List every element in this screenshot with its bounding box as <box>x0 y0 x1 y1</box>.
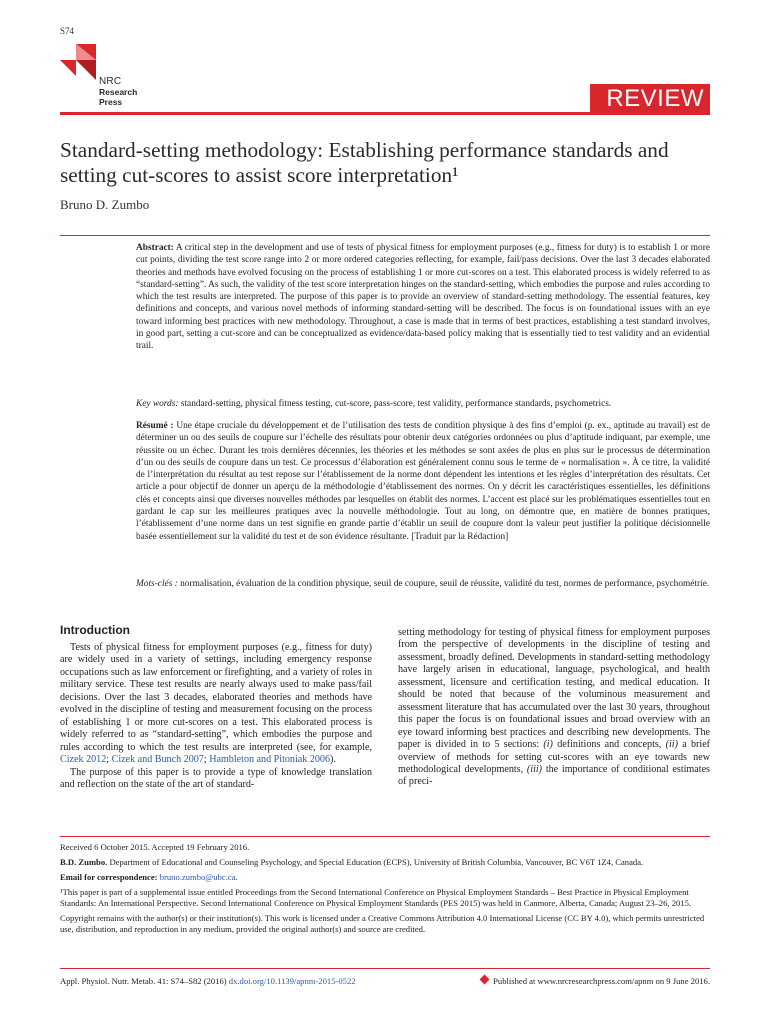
correspondence-email-link[interactable]: bruno.zumbo@ubc.ca <box>159 872 236 882</box>
resume-text: Une étape cruciale du développement et de l’utilisation des tests de condition physique à des fins d’emploi (p. ex., aptitude au travail) est de déterminer un ou des seuils de coupure sur l’échelle des résultats pour obtenir deux catégories ordonnées ou plus d’aptitude indiquant, par exemple, une réussite ou un échec. Durant les trois dernières décennies, les théories et les méthodes se sont axées de plus en plus sur le processus de détermination d’un ou des seuils de coupure dans un test. Ce processus d’élaboration est généralement connu sous le terme de « normalisation ». À ce titre, la validité de l’interprétation du résultat au test repose sur l’établissement de la norme dont dépendent les intentions et les règles d’interprétation des résultats. Cet article a pour objectif de donner un aperçu de la méthodologie d’établissement des normes. On y décrit les caractéristiques essentielles, les définitions clés et concepts ainsi que diverses nouvelles méthodes par lesquelles on établit des normes. L’accent est placé sur les problématiques essentielles tout en gardant le cap sur les meilleures pratiques avec la nouvelle méthodologie. Tout au long, on démontre que, en matière de bonnes pratiques, l’établissement d’une norme dans un test signifie en grande partie d’établir un seuil de coupure dont la valeur peut justifier la politique décisionnelle basée essentiellement sur la validité du test et de son évidence résultante. [Traduit par la Rédaction] <box>136 421 710 542</box>
article-author: Bruno D. Zumbo <box>60 197 150 212</box>
abstract-text: A critical step in the development and use of tests of physical fitness for employment purposes (e.g., fitness for duty) is to establish 1 or more cut points, dividing the test score range into 2 or more ordered categories reflecting, for example, fail/pass decisions. Over the last 3 decades elaborated theories and methods have evolved focusing on the process of establishing 1 or more cut-scores on a test. This elaborated process is widely referred to as “standard-setting”. As such, the validity of the test score interpretation hinges on the standard-setting, which embodies the purpose and rules according to which the test results are interpreted. The purpose of this paper is to provide an overview of standard-setting methodology. The essential features, key definitions and concepts, and various novel methods of informing standard-setting will be described. The focus is on foundational issues with an eye toward informing best practices with new methodology. Throughout, a case is made that in terms of best practices, establishing a test standard involves, in good part, setting a cut-score and can be conceptualized as evidence/data-based policy making that is essentially tied to test validity and an evidential trail. <box>136 243 710 352</box>
resume-label: Résumé : <box>136 421 174 431</box>
title-divider <box>60 235 710 236</box>
copyright-notice: Copyright remains with the author(s) or their institution(s). This work is licensed under a Creative Commons Attribution 4.0 International License (CC BY 4.0), which permits unrestricted use, distribution, and reproduction in any medium, provided the original author(s) and source are credited. <box>60 913 705 934</box>
nrc-logo-icon <box>60 44 100 84</box>
article-title: Standard-setting methodology: Establishing performance standards and setting cut-scores to assist score interpretation¹ <box>60 138 669 187</box>
intro-paragraph-2: The purpose of this paper is to provide a type of knowledge translation and reflection on the state of the art of standard- <box>60 766 372 790</box>
abstract-label: Abstract: <box>136 243 174 253</box>
journal-citation: Appl. Physiol. Nutr. Metab. 41: S74–S82 (2016) <box>60 976 227 986</box>
footnote-1: ¹This paper is part of a supplemental issue entitled Proceedings from the Second International Conference on Physical Employment Standards – Best Practice in Physical Employment Standards: An International Perspective. Second International Conference on Physical Employment Standards (PES 2015) was held in Canmore, Alberta, Canada; August 23–26, 2015. <box>60 887 692 908</box>
citation-link[interactable]: Cizek 2012 <box>60 754 107 766</box>
footer-divider <box>60 968 710 969</box>
author-affiliation: B.D. Zumbo. Department of Educational and Counseling Psychology, and Special Education (ECPS), University of British Columbia, Vancouver, BC V6T 1Z4, Canada. <box>60 857 644 867</box>
citation-link[interactable]: Cizek and Bunch 2007 <box>111 754 204 766</box>
footnotes <box>60 842 710 939</box>
page-number: S74 <box>60 26 75 36</box>
footnote-divider <box>60 836 710 837</box>
publisher-subname: Research Press <box>99 87 138 107</box>
published-icon <box>480 975 490 985</box>
header-divider <box>60 112 710 115</box>
body-column-left <box>60 622 372 791</box>
body-column-right <box>398 627 710 789</box>
doi-link[interactable]: dx.doi.org/10.1139/apnm-2015-0522 <box>228 976 356 986</box>
section-tag: REVIEW <box>590 84 710 114</box>
publisher-logo <box>60 44 160 107</box>
citation-link[interactable]: Hambleton and Pitoniak 2006 <box>209 754 331 766</box>
page-footer <box>60 976 710 986</box>
mots-cles-label: Mots-clés : <box>136 579 178 589</box>
publisher-name: NRC <box>99 76 122 87</box>
published-info: Published at www.nrcresearchpress.com/apnm on 9 June 2016. <box>481 976 710 986</box>
intro-paragraph-continued: setting methodology for testing of physical fitness for employment purposes from the perspective of developments in the discipline of testing and assessment, broadly defined. Developments in standard-setting methodology have largely arisen in educational, language, psychological, and health assessment, licensure and certification testing, and medical education. It should be noted that because of the voluminous measurement and assessment literature that has accumulated over the last 30 years, throughout this paper the focus is on foundational issues and broad overview with an eye toward informing best practices and describing new developments. The paper is divided in to 5 sections: (i) definitions and concepts, (ii) a brief overview of methods for setting cut-scores with an eye towards new methodological developments, (iii) the importance of conditional estimates of preci- <box>398 627 711 788</box>
received-dates: Received 6 October 2015. Accepted 19 February 2016. <box>60 842 250 852</box>
keywords-text: standard-setting, physical fitness testing, cut-score, pass-score, test validity, performance standards, psychometrics. <box>180 399 612 409</box>
correspondence: Email for correspondence: bruno.zumbo@ubc.ca. <box>60 872 238 882</box>
intro-paragraph-1: Tests of physical fitness for employment purposes (e.g., fitness for duty) are widely used in a variety of settings, including emergency response occupations such as law enforcement or firefighting, and a variety of roles in military service. These test results are nearly always used to make pass/fail decisions. Over the last 3 decades, elaborated theories and methods have evolved in the discipline of testing and measurement focusing on the process of establishing 1 or more cut-scores on a test. This elaborated process is widely referred to as “standard-setting”, which embodies the purpose and rules according to which the test results are interpreted (see, for example, Cizek 2012; Cizek and Bunch 2007; Hambleton and Pitoniak 2006). <box>60 642 372 766</box>
keywords <box>136 398 710 410</box>
mots-cles-text: normalisation, évaluation de la condition physique, seuil de coupure, seuil de réussite, validité du test, normes de performance, psychométrie. <box>180 579 710 589</box>
resume <box>136 420 710 543</box>
keywords-label: Key words: <box>136 399 179 409</box>
abstract <box>136 242 710 353</box>
section-heading-introduction: Introduction <box>60 623 130 637</box>
mots-cles <box>136 578 710 590</box>
